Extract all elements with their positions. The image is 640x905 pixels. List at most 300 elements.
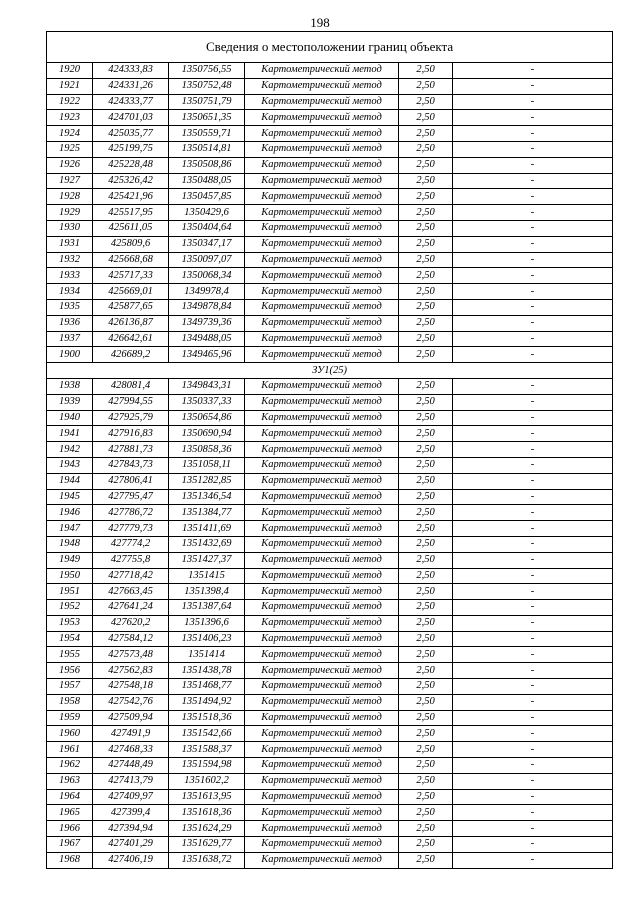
method-cell: Картометрический метод xyxy=(245,615,399,631)
method-cell: Картометрический метод xyxy=(245,189,399,205)
accuracy-cell: 2,50 xyxy=(399,173,453,189)
accuracy-cell: 2,50 xyxy=(399,726,453,742)
table-row xyxy=(47,805,613,821)
table-row xyxy=(47,789,613,805)
method-cell: Картометрический метод xyxy=(245,173,399,189)
description-cell: - xyxy=(453,378,613,394)
table-row xyxy=(47,110,613,126)
x-coordinate-cell: 427562,83 xyxy=(93,663,169,679)
y-coordinate-cell: 1351411,69 xyxy=(169,521,245,537)
y-coordinate-cell: 1350488,05 xyxy=(169,173,245,189)
accuracy-cell: 2,50 xyxy=(399,394,453,410)
x-coordinate-cell: 425717,33 xyxy=(93,268,169,284)
x-coordinate-cell: 425228,48 xyxy=(93,157,169,173)
accuracy-cell: 2,50 xyxy=(399,410,453,426)
table-row xyxy=(47,821,613,837)
y-coordinate-cell: 1350457,85 xyxy=(169,189,245,205)
x-coordinate-cell: 427916,83 xyxy=(93,426,169,442)
description-cell: - xyxy=(453,442,613,458)
y-coordinate-cell: 1351629,77 xyxy=(169,837,245,853)
description-cell: - xyxy=(453,789,613,805)
y-coordinate-cell: 1351588,37 xyxy=(169,742,245,758)
accuracy-cell: 2,50 xyxy=(399,268,453,284)
accuracy-cell: 2,50 xyxy=(399,805,453,821)
y-coordinate-cell: 1351384,77 xyxy=(169,505,245,521)
point-number-cell: 1951 xyxy=(47,584,93,600)
y-coordinate-cell: 1350858,36 xyxy=(169,442,245,458)
table-row xyxy=(47,647,613,663)
y-coordinate-cell: 1350559,71 xyxy=(169,126,245,142)
method-cell: Картометрический метод xyxy=(245,821,399,837)
y-coordinate-cell: 1349878,84 xyxy=(169,299,245,315)
accuracy-cell: 2,50 xyxy=(399,315,453,331)
method-cell: Картометрический метод xyxy=(245,726,399,742)
method-cell: Картометрический метод xyxy=(245,347,399,363)
x-coordinate-cell: 427573,48 xyxy=(93,647,169,663)
method-cell: Картометрический метод xyxy=(245,789,399,805)
point-number-cell: 1944 xyxy=(47,473,93,489)
description-cell: - xyxy=(453,600,613,616)
accuracy-cell: 2,50 xyxy=(399,631,453,647)
point-number-cell: 1954 xyxy=(47,631,93,647)
accuracy-cell: 2,50 xyxy=(399,442,453,458)
y-coordinate-cell: 1350337,33 xyxy=(169,394,245,410)
table-row xyxy=(47,457,613,473)
description-cell: - xyxy=(453,220,613,236)
description-cell: - xyxy=(453,205,613,221)
point-number-cell: 1950 xyxy=(47,568,93,584)
x-coordinate-cell: 425611,05 xyxy=(93,220,169,236)
y-coordinate-cell: 1351542,66 xyxy=(169,726,245,742)
accuracy-cell: 2,50 xyxy=(399,773,453,789)
point-number-cell: 1959 xyxy=(47,710,93,726)
x-coordinate-cell: 426136,87 xyxy=(93,315,169,331)
y-coordinate-cell: 1350429,6 xyxy=(169,205,245,221)
y-coordinate-cell: 1350514,81 xyxy=(169,141,245,157)
accuracy-cell: 2,50 xyxy=(399,852,453,868)
accuracy-cell: 2,50 xyxy=(399,331,453,347)
method-cell: Картометрический метод xyxy=(245,710,399,726)
point-number-cell: 1941 xyxy=(47,426,93,442)
description-cell: - xyxy=(453,410,613,426)
point-number-cell: 1936 xyxy=(47,315,93,331)
method-cell: Картометрический метод xyxy=(245,742,399,758)
point-number-cell: 1930 xyxy=(47,220,93,236)
x-coordinate-cell: 427394,94 xyxy=(93,821,169,837)
method-cell: Картометрический метод xyxy=(245,410,399,426)
table-row xyxy=(47,315,613,331)
method-cell: Картометрический метод xyxy=(245,157,399,173)
description-cell: - xyxy=(453,663,613,679)
method-cell: Картометрический метод xyxy=(245,457,399,473)
point-number-cell: 1938 xyxy=(47,378,93,394)
method-cell: Картометрический метод xyxy=(245,584,399,600)
x-coordinate-cell: 425035,77 xyxy=(93,126,169,142)
x-coordinate-cell: 424701,03 xyxy=(93,110,169,126)
method-cell: Картометрический метод xyxy=(245,679,399,695)
section-header-row xyxy=(47,363,613,379)
accuracy-cell: 2,50 xyxy=(399,742,453,758)
x-coordinate-cell: 425517,95 xyxy=(93,205,169,221)
accuracy-cell: 2,50 xyxy=(399,205,453,221)
point-number-cell: 1967 xyxy=(47,837,93,853)
method-cell: Картометрический метод xyxy=(245,647,399,663)
point-number-cell: 1968 xyxy=(47,852,93,868)
point-number-cell: 1937 xyxy=(47,331,93,347)
description-cell: - xyxy=(453,837,613,853)
description-cell: - xyxy=(453,773,613,789)
description-cell: - xyxy=(453,852,613,868)
method-cell: Картометрический метод xyxy=(245,378,399,394)
description-cell: - xyxy=(453,299,613,315)
table-row xyxy=(47,252,613,268)
x-coordinate-cell: 426689,2 xyxy=(93,347,169,363)
x-coordinate-cell: 424333,83 xyxy=(93,63,169,79)
table-row xyxy=(47,631,613,647)
table-row xyxy=(47,157,613,173)
y-coordinate-cell: 1351415 xyxy=(169,568,245,584)
method-cell: Картометрический метод xyxy=(245,299,399,315)
method-cell: Картометрический метод xyxy=(245,552,399,568)
description-cell: - xyxy=(453,805,613,821)
table-row xyxy=(47,442,613,458)
y-coordinate-cell: 1351518,36 xyxy=(169,710,245,726)
y-coordinate-cell: 1351602,2 xyxy=(169,773,245,789)
y-coordinate-cell: 1351594,98 xyxy=(169,758,245,774)
description-cell: - xyxy=(453,679,613,695)
x-coordinate-cell: 427491,9 xyxy=(93,726,169,742)
table-row xyxy=(47,236,613,252)
page-number: 198 xyxy=(310,15,330,30)
x-coordinate-cell: 425809,6 xyxy=(93,236,169,252)
method-cell: Картометрический метод xyxy=(245,631,399,647)
method-cell: Картометрический метод xyxy=(245,236,399,252)
table-title-row xyxy=(47,32,613,63)
description-cell: - xyxy=(453,268,613,284)
x-coordinate-cell: 427786,72 xyxy=(93,505,169,521)
description-cell: - xyxy=(453,252,613,268)
x-coordinate-cell: 427509,94 xyxy=(93,710,169,726)
table-row xyxy=(47,726,613,742)
accuracy-cell: 2,50 xyxy=(399,426,453,442)
method-cell: Картометрический метод xyxy=(245,837,399,853)
description-cell: - xyxy=(453,426,613,442)
table-row xyxy=(47,299,613,315)
accuracy-cell: 2,50 xyxy=(399,378,453,394)
description-cell: - xyxy=(453,126,613,142)
table-row xyxy=(47,505,613,521)
table-row xyxy=(47,331,613,347)
x-coordinate-cell: 427584,12 xyxy=(93,631,169,647)
table-row xyxy=(47,378,613,394)
x-coordinate-cell: 427755,8 xyxy=(93,552,169,568)
y-coordinate-cell: 1351387,64 xyxy=(169,600,245,616)
x-coordinate-cell: 425326,42 xyxy=(93,173,169,189)
point-number-cell: 1932 xyxy=(47,252,93,268)
accuracy-cell: 2,50 xyxy=(399,679,453,695)
y-coordinate-cell: 1351638,72 xyxy=(169,852,245,868)
table-row xyxy=(47,773,613,789)
description-cell: - xyxy=(453,236,613,252)
x-coordinate-cell: 426642,61 xyxy=(93,331,169,347)
method-cell: Картометрический метод xyxy=(245,489,399,505)
description-cell: - xyxy=(453,694,613,710)
accuracy-cell: 2,50 xyxy=(399,189,453,205)
table-row xyxy=(47,679,613,695)
table-row xyxy=(47,552,613,568)
accuracy-cell: 2,50 xyxy=(399,789,453,805)
table-row xyxy=(47,521,613,537)
point-number-cell: 1900 xyxy=(47,347,93,363)
table-row xyxy=(47,189,613,205)
table-row xyxy=(47,410,613,426)
method-cell: Картометрический метод xyxy=(245,442,399,458)
point-number-cell: 1964 xyxy=(47,789,93,805)
accuracy-cell: 2,50 xyxy=(399,647,453,663)
accuracy-cell: 2,50 xyxy=(399,252,453,268)
table-row xyxy=(47,268,613,284)
description-cell: - xyxy=(453,521,613,537)
point-number-cell: 1960 xyxy=(47,726,93,742)
point-number-cell: 1949 xyxy=(47,552,93,568)
table-row xyxy=(47,78,613,94)
method-cell: Картометрический метод xyxy=(245,758,399,774)
description-cell: - xyxy=(453,631,613,647)
y-coordinate-cell: 1351468,77 xyxy=(169,679,245,695)
method-cell: Картометрический метод xyxy=(245,110,399,126)
table-row xyxy=(47,394,613,410)
table-row xyxy=(47,173,613,189)
table-row xyxy=(47,347,613,363)
method-cell: Картометрический метод xyxy=(245,220,399,236)
point-number-cell: 1934 xyxy=(47,284,93,300)
point-number-cell: 1923 xyxy=(47,110,93,126)
x-coordinate-cell: 427994,55 xyxy=(93,394,169,410)
x-coordinate-cell: 425668,68 xyxy=(93,252,169,268)
table-row xyxy=(47,63,613,79)
description-cell: - xyxy=(453,173,613,189)
table-row xyxy=(47,284,613,300)
accuracy-cell: 2,50 xyxy=(399,141,453,157)
description-cell: - xyxy=(453,473,613,489)
y-coordinate-cell: 1350404,64 xyxy=(169,220,245,236)
method-cell: Картометрический метод xyxy=(245,394,399,410)
y-coordinate-cell: 1349978,4 xyxy=(169,284,245,300)
point-number-cell: 1947 xyxy=(47,521,93,537)
accuracy-cell: 2,50 xyxy=(399,284,453,300)
method-cell: Картометрический метод xyxy=(245,773,399,789)
method-cell: Картометрический метод xyxy=(245,94,399,110)
x-coordinate-cell: 427843,73 xyxy=(93,457,169,473)
table-row xyxy=(47,710,613,726)
y-coordinate-cell: 1350751,79 xyxy=(169,94,245,110)
y-coordinate-cell: 1349739,36 xyxy=(169,315,245,331)
point-number-cell: 1945 xyxy=(47,489,93,505)
point-number-cell: 1962 xyxy=(47,758,93,774)
point-number-cell: 1921 xyxy=(47,78,93,94)
point-number-cell: 1957 xyxy=(47,679,93,695)
x-coordinate-cell: 427795,47 xyxy=(93,489,169,505)
method-cell: Картометрический метод xyxy=(245,252,399,268)
y-coordinate-cell: 1351427,37 xyxy=(169,552,245,568)
x-coordinate-cell: 427413,79 xyxy=(93,773,169,789)
method-cell: Картометрический метод xyxy=(245,473,399,489)
method-cell: Картометрический метод xyxy=(245,505,399,521)
table-row xyxy=(47,758,613,774)
accuracy-cell: 2,50 xyxy=(399,489,453,505)
description-cell: - xyxy=(453,94,613,110)
table-row xyxy=(47,852,613,868)
table-row xyxy=(47,473,613,489)
accuracy-cell: 2,50 xyxy=(399,126,453,142)
x-coordinate-cell: 427641,24 xyxy=(93,600,169,616)
x-coordinate-cell: 425199,75 xyxy=(93,141,169,157)
table-row xyxy=(47,536,613,552)
y-coordinate-cell: 1349488,05 xyxy=(169,331,245,347)
x-coordinate-cell: 427406,19 xyxy=(93,852,169,868)
description-cell: - xyxy=(453,63,613,79)
table-row xyxy=(47,568,613,584)
accuracy-cell: 2,50 xyxy=(399,552,453,568)
x-coordinate-cell: 424331,26 xyxy=(93,78,169,94)
y-coordinate-cell: 1351058,11 xyxy=(169,457,245,473)
y-coordinate-cell: 1351613,95 xyxy=(169,789,245,805)
x-coordinate-cell: 427548,18 xyxy=(93,679,169,695)
method-cell: Картометрический метод xyxy=(245,78,399,94)
description-cell: - xyxy=(453,505,613,521)
y-coordinate-cell: 1351494,92 xyxy=(169,694,245,710)
accuracy-cell: 2,50 xyxy=(399,710,453,726)
accuracy-cell: 2,50 xyxy=(399,63,453,79)
point-number-cell: 1927 xyxy=(47,173,93,189)
method-cell: Картометрический метод xyxy=(245,568,399,584)
y-coordinate-cell: 1349843,31 xyxy=(169,378,245,394)
x-coordinate-cell: 425421,96 xyxy=(93,189,169,205)
y-coordinate-cell: 1351398,4 xyxy=(169,584,245,600)
point-number-cell: 1931 xyxy=(47,236,93,252)
accuracy-cell: 2,50 xyxy=(399,536,453,552)
description-cell: - xyxy=(453,758,613,774)
accuracy-cell: 2,50 xyxy=(399,837,453,853)
method-cell: Картометрический метод xyxy=(245,536,399,552)
table-row xyxy=(47,742,613,758)
point-number-cell: 1965 xyxy=(47,805,93,821)
accuracy-cell: 2,50 xyxy=(399,236,453,252)
table-row xyxy=(47,205,613,221)
accuracy-cell: 2,50 xyxy=(399,821,453,837)
x-coordinate-cell: 427542,76 xyxy=(93,694,169,710)
accuracy-cell: 2,50 xyxy=(399,663,453,679)
method-cell: Картометрический метод xyxy=(245,521,399,537)
boundary-coordinates-table xyxy=(46,31,613,869)
section-header: ЗУ1(25) xyxy=(47,363,613,379)
x-coordinate-cell: 427718,42 xyxy=(93,568,169,584)
point-number-cell: 1929 xyxy=(47,205,93,221)
y-coordinate-cell: 1350654,86 xyxy=(169,410,245,426)
table-row xyxy=(47,126,613,142)
description-cell: - xyxy=(453,726,613,742)
table-row xyxy=(47,663,613,679)
y-coordinate-cell: 1350690,94 xyxy=(169,426,245,442)
point-number-cell: 1942 xyxy=(47,442,93,458)
table-row xyxy=(47,584,613,600)
point-number-cell: 1939 xyxy=(47,394,93,410)
y-coordinate-cell: 1351438,78 xyxy=(169,663,245,679)
method-cell: Картометрический метод xyxy=(245,126,399,142)
point-number-cell: 1926 xyxy=(47,157,93,173)
point-number-cell: 1933 xyxy=(47,268,93,284)
description-cell: - xyxy=(453,647,613,663)
table-row xyxy=(47,220,613,236)
description-cell: - xyxy=(453,157,613,173)
y-coordinate-cell: 1349465,96 xyxy=(169,347,245,363)
x-coordinate-cell: 425669,01 xyxy=(93,284,169,300)
x-coordinate-cell: 427409,97 xyxy=(93,789,169,805)
description-cell: - xyxy=(453,457,613,473)
method-cell: Картометрический метод xyxy=(245,315,399,331)
y-coordinate-cell: 1350508,86 xyxy=(169,157,245,173)
x-coordinate-cell: 427401,29 xyxy=(93,837,169,853)
point-number-cell: 1922 xyxy=(47,94,93,110)
accuracy-cell: 2,50 xyxy=(399,220,453,236)
accuracy-cell: 2,50 xyxy=(399,299,453,315)
method-cell: Картометрический метод xyxy=(245,852,399,868)
point-number-cell: 1948 xyxy=(47,536,93,552)
method-cell: Картометрический метод xyxy=(245,694,399,710)
description-cell: - xyxy=(453,568,613,584)
description-cell: - xyxy=(453,552,613,568)
description-cell: - xyxy=(453,284,613,300)
y-coordinate-cell: 1350068,34 xyxy=(169,268,245,284)
table-body xyxy=(47,32,613,869)
x-coordinate-cell: 427774,2 xyxy=(93,536,169,552)
table-row xyxy=(47,94,613,110)
method-cell: Картометрический метод xyxy=(245,426,399,442)
description-cell: - xyxy=(453,331,613,347)
method-cell: Картометрический метод xyxy=(245,268,399,284)
x-coordinate-cell: 427399,4 xyxy=(93,805,169,821)
accuracy-cell: 2,50 xyxy=(399,615,453,631)
x-coordinate-cell: 427468,33 xyxy=(93,742,169,758)
table-row xyxy=(47,426,613,442)
y-coordinate-cell: 1351624,29 xyxy=(169,821,245,837)
point-number-cell: 1963 xyxy=(47,773,93,789)
method-cell: Картометрический метод xyxy=(245,284,399,300)
x-coordinate-cell: 424333,77 xyxy=(93,94,169,110)
accuracy-cell: 2,50 xyxy=(399,600,453,616)
method-cell: Картометрический метод xyxy=(245,205,399,221)
accuracy-cell: 2,50 xyxy=(399,521,453,537)
description-cell: - xyxy=(453,347,613,363)
method-cell: Картометрический метод xyxy=(245,805,399,821)
description-cell: - xyxy=(453,584,613,600)
table-row xyxy=(47,600,613,616)
table-row xyxy=(47,141,613,157)
accuracy-cell: 2,50 xyxy=(399,94,453,110)
point-number-cell: 1925 xyxy=(47,141,93,157)
point-number-cell: 1952 xyxy=(47,600,93,616)
point-number-cell: 1935 xyxy=(47,299,93,315)
description-cell: - xyxy=(453,710,613,726)
point-number-cell: 1928 xyxy=(47,189,93,205)
y-coordinate-cell: 1351414 xyxy=(169,647,245,663)
y-coordinate-cell: 1351618,36 xyxy=(169,805,245,821)
description-cell: - xyxy=(453,315,613,331)
point-number-cell: 1961 xyxy=(47,742,93,758)
x-coordinate-cell: 425877,65 xyxy=(93,299,169,315)
description-cell: - xyxy=(453,141,613,157)
y-coordinate-cell: 1351396,6 xyxy=(169,615,245,631)
